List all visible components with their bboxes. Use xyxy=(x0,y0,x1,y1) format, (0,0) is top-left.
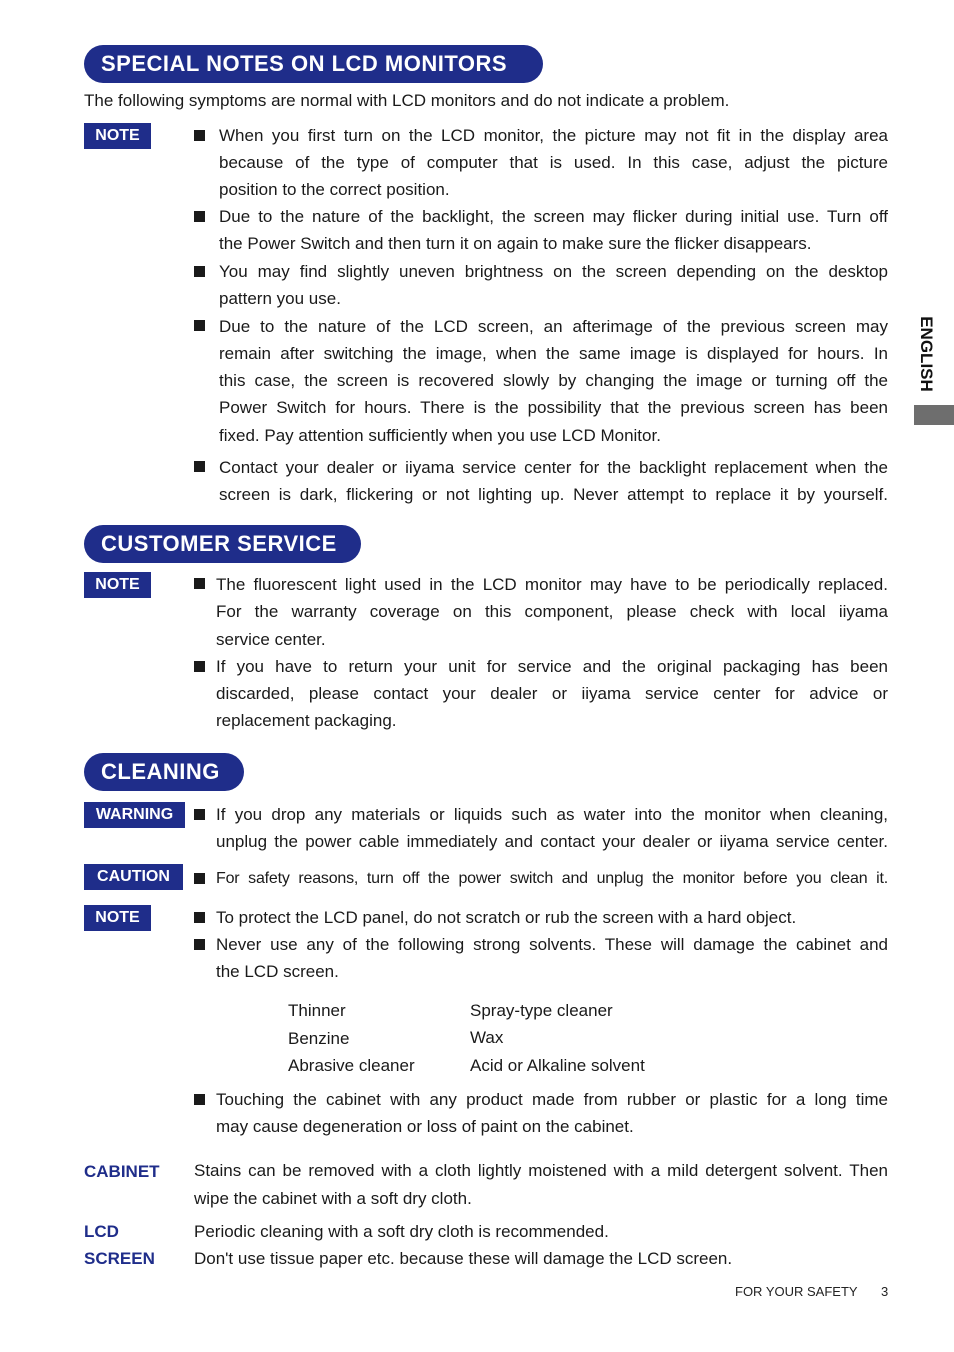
language-tab xyxy=(914,309,938,399)
note-line: screen is dark, flickering or not lighting up. Never attempt to replace it by yourself. xyxy=(219,485,888,504)
note-line: Due to the nature of the backlight, the screen may flicker during initial use. Turn off xyxy=(219,207,888,226)
footer-section: FOR YOUR SAFETY xyxy=(735,1284,858,1299)
caution-tag: CAUTION xyxy=(84,864,183,890)
warning-line: If you drop any materials or liquids such as water into the monitor when cleaning, xyxy=(216,805,888,824)
bullet-icon xyxy=(194,266,205,277)
solvent-item: Abrasive cleaner xyxy=(288,1056,415,1075)
cleaning-note-line: Touching the cabinet with any product made from rubber or plastic for a long time xyxy=(216,1090,888,1109)
solvent-item: Thinner xyxy=(288,1001,346,1020)
note-line: position to the correct position. xyxy=(219,180,450,199)
bullet-icon xyxy=(194,939,205,950)
service-line: replacement packaging. xyxy=(216,711,397,730)
lcd-screen-label: SCREEN xyxy=(84,1249,155,1268)
note-line: You may find slightly uneven brightness on the screen depending on the desktop xyxy=(219,262,888,281)
caution-line: For safety reasons, turn off the power switch and unplug the monitor before you clean it. xyxy=(216,870,888,887)
lcd-screen-text: Don't use tissue paper etc. because these will damage the LCD screen. xyxy=(194,1249,733,1268)
solvent-item: Acid or Alkaline solvent xyxy=(470,1056,645,1075)
note-line: fixed. Pay attention sufficiently when you use LCD Monitor. xyxy=(219,426,661,445)
bullet-icon xyxy=(194,130,205,141)
intro-text: The following symptoms are normal with LCD monitors and do not indicate a problem. xyxy=(84,91,730,110)
lcd-screen-text: Periodic cleaning with a soft dry cloth is recommended. xyxy=(194,1222,609,1241)
bullet-icon xyxy=(194,873,205,884)
note-tag: NOTE xyxy=(84,572,151,598)
lcd-screen-label: LCD xyxy=(84,1222,119,1241)
bullet-icon xyxy=(194,912,205,923)
bullet-icon xyxy=(194,661,205,672)
note-tag: NOTE xyxy=(84,905,151,931)
cleaning-note-line: Never use any of the following strong solvents. These will damage the cabinet and xyxy=(216,935,888,954)
cabinet-label: CABINET xyxy=(84,1162,160,1181)
note-line: When you first turn on the LCD monitor, the picture may not fit in the display area xyxy=(219,126,888,145)
bullet-icon xyxy=(194,578,205,589)
cabinet-text: Stains can be removed with a cloth lightly moistened with a mild detergent solvent. Then xyxy=(194,1161,888,1180)
note-line: remain after switching the image, when the same image is displayed for hours. In xyxy=(219,344,888,363)
language-tab-bar xyxy=(914,405,954,425)
note-line: Contact your dealer or iiyama service center for the backlight replacement when the xyxy=(219,458,888,477)
note-line: Power Switch for hours. There is the possibility that the previous screen has been xyxy=(219,398,888,417)
bullet-icon xyxy=(194,211,205,222)
bullet-icon xyxy=(194,461,205,472)
page-number: 3 xyxy=(881,1284,889,1299)
section-title-customer-service: CUSTOMER SERVICE xyxy=(84,525,361,563)
section-title-cleaning: CLEANING xyxy=(84,753,244,791)
solvent-item: Benzine xyxy=(288,1029,350,1048)
bullet-icon xyxy=(194,1094,205,1105)
note-line: pattern you use. xyxy=(219,289,341,308)
warning-line: unplug the power cable immediately and contact your dealer or iiyama service center. xyxy=(216,832,888,851)
service-line: service center. xyxy=(216,630,326,649)
solvent-item: Spray-type cleaner xyxy=(470,1001,613,1020)
service-line: discarded, please contact your dealer or iiyama service center for advice or xyxy=(216,684,888,703)
note-line: Due to the nature of the LCD screen, an afterimage of the previous screen may xyxy=(219,317,888,336)
warning-tag: WARNING xyxy=(84,802,185,828)
note-line: the Power Switch and then turn it on again to make sure the flicker disappears. xyxy=(219,234,812,253)
note-line: this case, the screen is recovered slowly by changing the image or turning off the xyxy=(219,371,888,390)
service-line: For the warranty coverage on this component, please check with local iiyama xyxy=(216,602,888,621)
service-line: If you have to return your unit for service and the original packaging has been xyxy=(216,657,888,676)
cleaning-note-line: To protect the LCD panel, do not scratch or rub the screen with a hard object. xyxy=(216,908,797,927)
bullet-icon xyxy=(194,809,205,820)
service-line: The fluorescent light used in the LCD monitor may have to be periodically replaced. xyxy=(216,575,888,594)
solvent-item: Wax xyxy=(470,1028,504,1047)
bullet-icon xyxy=(194,320,205,331)
language-tab-label: ENGLISH xyxy=(917,316,936,392)
cleaning-note-line: may cause degeneration or loss of paint on the cabinet. xyxy=(216,1117,634,1136)
note-line: because of the type of computer that is used. In this case, adjust the picture xyxy=(219,153,888,172)
section-title-special-notes: SPECIAL NOTES ON LCD MONITORS xyxy=(84,45,543,83)
note-tag: NOTE xyxy=(84,123,151,149)
cleaning-note-line: the LCD screen. xyxy=(216,962,339,981)
cabinet-text: wipe the cabinet with a soft dry cloth. xyxy=(194,1189,472,1208)
